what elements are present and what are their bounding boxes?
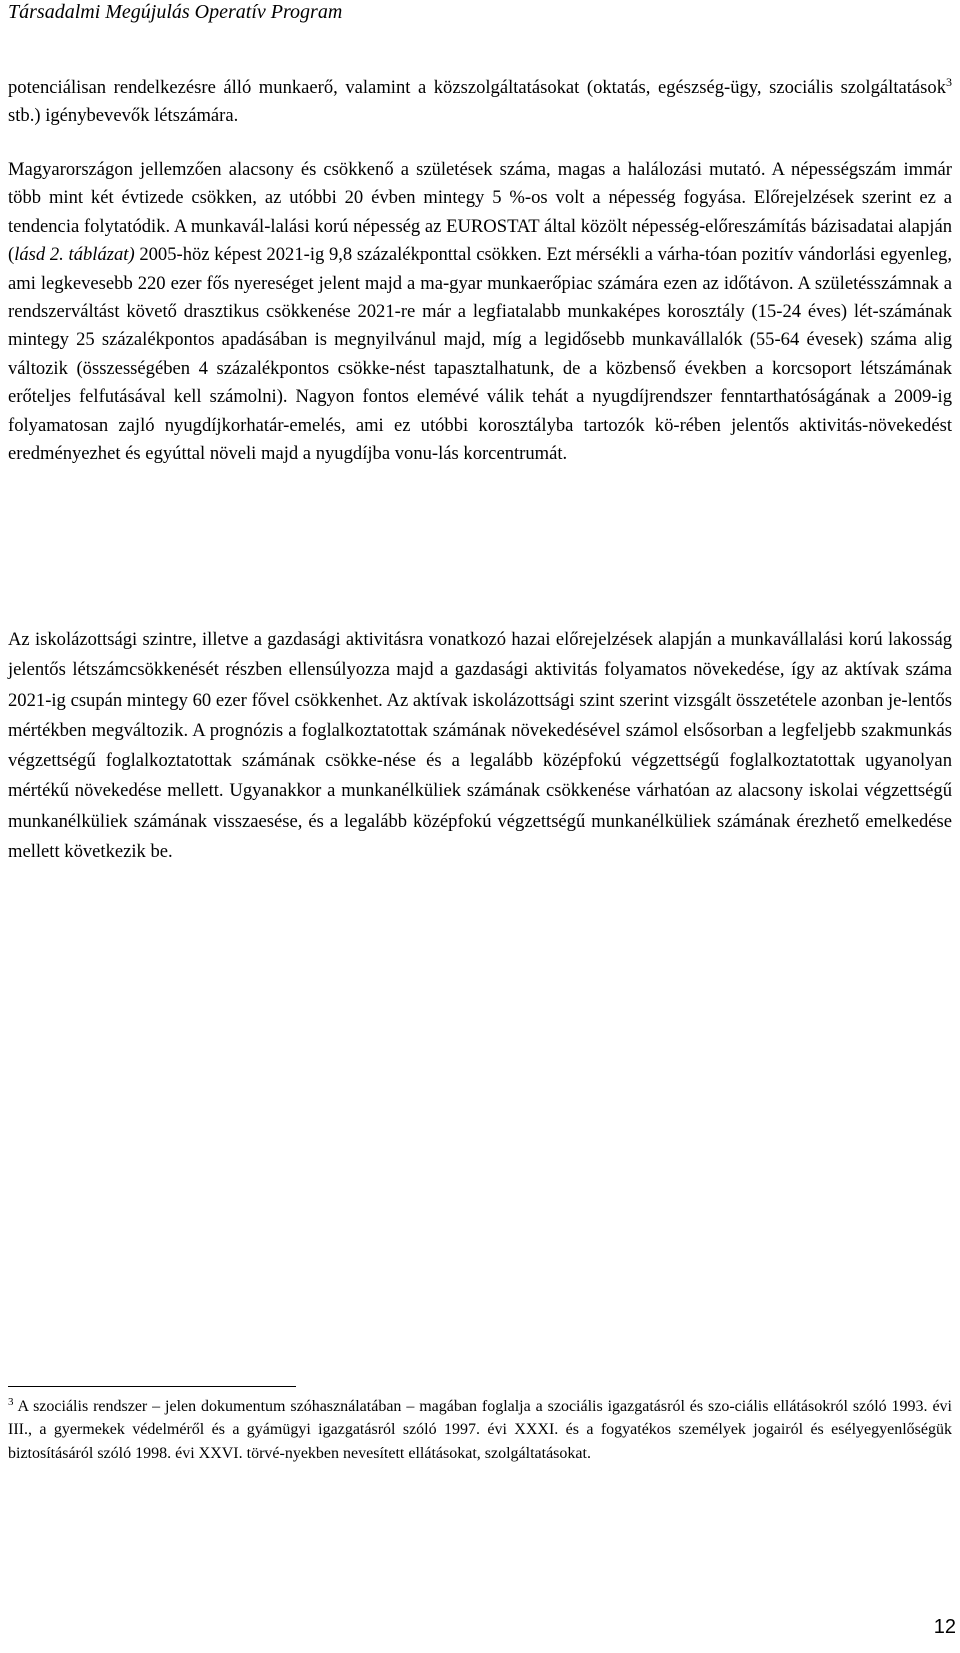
footnote-separator xyxy=(8,1386,296,1387)
paragraph-text: stb.) igénybevevők létszámára. xyxy=(8,105,239,126)
paragraph-continuation xyxy=(8,74,952,130)
footnote-number: 3 xyxy=(8,1396,14,1408)
running-header: Társadalmi Megújulás Operatív Program xyxy=(8,1,343,23)
paragraph-demography xyxy=(8,156,952,468)
footnote-reference[interactable]: 3 xyxy=(946,75,952,89)
table-reference[interactable]: lásd 2. táblázat) xyxy=(14,244,135,266)
paragraph-text: 2005-höz képest 2021-ig 9,8 százalékponttal csökken. Ezt mérsékli a várha-tóan pozitív vándorlási egyenleg, ami legkevesebb 220 ezer fős nyereséget jelent majd a ma-gyar munkaerőpiac számára ezen az időtávon. A születésszámnak a rendszerváltást követő drasztikus csökkenése 2021-re már a legfiatalabb munkaképes korosztály (15-24 éves) lét-számának mintegy 25 százalékpontos apadásában is megnyilvánul majd, míg a legidősebb munkavállalók (55-64 évesek) száma alig változik (összességében 4 százalékpontos csökke-nést tapasztalhatunk, de a közbenső években a korcsoport létszámának erőteljes felfutásával kell számolni). Nagyon fontos elemévé válik tehát a nyugdíjrendszer fenntarthatóságának a 2009-ig folyamatosan zajló nyugdíjkorhatár-emelés, ami ez utóbbi korosztályba tartozók kö-rében jelentős aktivitás-növekedést eredményezhet és egyúttal növeli majd a nyugdíjba vonu-lás korcentrumát. xyxy=(8,244,952,465)
page-number: 12 xyxy=(933,1616,956,1638)
footnote xyxy=(8,1395,952,1465)
paragraph-education-activity xyxy=(8,625,952,867)
paragraph-text: potenciálisan rendelkezésre álló munkaerő, valamint a közszolgáltatásokat (oktatás, egészség-ügy, szociális szolgáltatások xyxy=(8,77,946,98)
paragraph-text: Magyarországon jellemzően alacsony és csökkenő a születések száma, magas a halálozási mutató. A népességszám immár több mint két évtizede csökken, az utóbbi 20 évben mintegy 5 %-os volt a népesség fogyása. Előrejelzések szerint ez a tendencia folytatódik. A munkavál-lalási korú népesség az EUROSTAT által közölt népesség-előreszámítás bázisadatai alapján ( xyxy=(8,159,952,266)
footnote-text: A szociális rendszer – jelen dokumentum szóhasználatában – magában foglalja a szociális igazgatásról és szo-ciális ellátásokról szóló 1993. évi III., a gyermekek védelméről és a gyámügyi igazgatásról szóló 1997. évi XXXI. és a fogyatékos személyek jogairól és esélyegyenlőségük biztosításáról szóló 1998. évi XXVI. törvé-nyekben nevesített ellátásokat, szolgáltatásokat. xyxy=(8,1398,952,1462)
paragraph-text: Az iskolázottsági szintre, illetve a gazdasági aktivitásra vonatkozó hazai előrejelzések alapján a munkavállalási korú lakosság jelentős létszámcsökkenését részben ellensúlyozza majd a gazdasági aktivitás folyamatos növekedése, így az aktívak száma 2021-ig csupán mintegy 60 ezer fővel csökkenhet. Az aktívak iskolázottsági szint szerint vizsgált összetétele azonban je-lentős mértékben megváltozik. A prognózis a foglalkoztatottak számának növekedésével számol elsősorban a legfeljebb szakmunkás végzettségű foglalkoztatottak számának csökke-nése és a legalább középfokú végzettségű foglalkoztatottak ugyanolyan mértékű növekedése mellett. Ugyanakkor a munkanélküliek számának csökkenése várhatóan az alacsony iskolai végzettségű munkanélküliek számának visszaesése, és a legalább középfokú végzettségű munkanélküliek számának érezhető emelkedése mellett következik be. xyxy=(8,629,952,863)
